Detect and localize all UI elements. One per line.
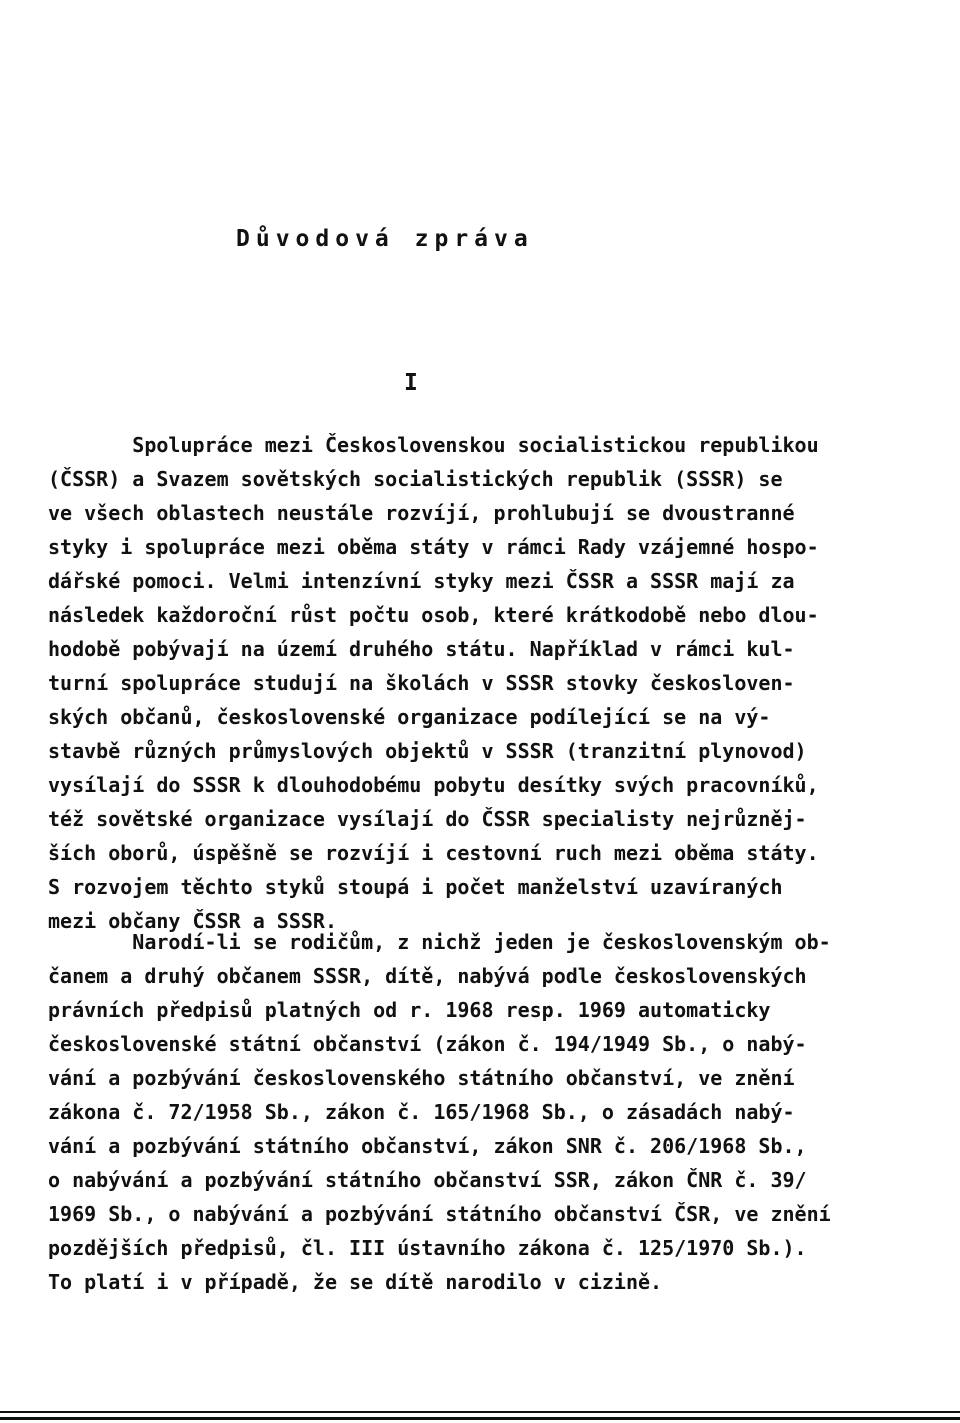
text-line: mezi občany ČSSR a SSSR. <box>48 909 337 933</box>
section-number: I <box>404 370 418 396</box>
text-line: styky i spolupráce mezi oběma státy v rámci Rady vzájemné hospo- <box>48 535 819 559</box>
text-line: následek každoroční růst počtu osob, které krátkodobě nebo dlou- <box>48 603 819 627</box>
text-line: ve všech oblastech neustále rozvíjí, prohlubují se dvoustranné <box>48 501 795 525</box>
paragraph-2 <box>48 925 928 1299</box>
text-line: hodobě pobývají na území druhého státu. Například v rámci kul- <box>48 637 795 661</box>
bottom-rule <box>0 1411 960 1413</box>
text-line: pozdějších předpisů, čl. III ústavního zákona č. 125/1970 Sb.). <box>48 1236 807 1260</box>
paragraph-1 <box>48 428 928 938</box>
text-line: stavbě různých průmyslových objektů v SSSR (tranzitní plynovod) <box>48 739 807 763</box>
text-line: Spolupráce mezi Československou socialistickou republikou <box>48 433 819 457</box>
text-line: o nabývání a pozbývání státního občanství SSR, zákon ČNR č. 39/ <box>48 1168 807 1192</box>
text-line: S rozvojem těchto styků stoupá i počet manželství uzavíraných <box>48 875 783 899</box>
text-line: (ČSSR) a Svazem sovětských socialistických republik (SSSR) se <box>48 467 783 491</box>
text-line: československé státní občanství (zákon č. 194/1949 Sb., o nabý- <box>48 1032 807 1056</box>
text-line: zákona č. 72/1958 Sb., zákon č. 165/1968 Sb., o zásadách nabý- <box>48 1100 795 1124</box>
document-title: Důvodová zpráva <box>236 226 534 252</box>
text-line: též sovětské organizace vysílají do ČSSR specialisty nejrůzněj- <box>48 807 807 831</box>
text-line: vání a pozbývání státního občanství, zákon SNR č. 206/1968 Sb., <box>48 1134 807 1158</box>
text-line: vysílají do SSSR k dlouhodobému pobytu desítky svých pracovníků, <box>48 773 819 797</box>
text-line: vání a pozbývání československého státního občanství, ve znění <box>48 1066 795 1090</box>
text-line: Narodí-li se rodičům, z nichž jeden je československým ob- <box>48 930 831 954</box>
text-line: turní spolupráce studují na školách v SSSR stovky českosloven- <box>48 671 795 695</box>
bottom-rule <box>0 1417 960 1420</box>
text-line: ských občanů, československé organizace podílející se na vý- <box>48 705 771 729</box>
text-line: 1969 Sb., o nabývání a pozbývání státního občanství ČSR, ve znění <box>48 1202 831 1226</box>
text-line: ších oborů, úspěšně se rozvíjí i cestovní ruch mezi oběma státy. <box>48 841 819 865</box>
text-line: právních předpisů platných od r. 1968 resp. 1969 automaticky <box>48 998 771 1022</box>
text-line: To platí i v případě, že se dítě narodilo v cizině. <box>48 1270 663 1294</box>
text-line: čanem a druhý občanem SSSR, dítě, nabývá podle československých <box>48 964 807 988</box>
text-line: dářské pomoci. Velmi intenzívní styky mezi ČSSR a SSSR mají za <box>48 569 795 593</box>
